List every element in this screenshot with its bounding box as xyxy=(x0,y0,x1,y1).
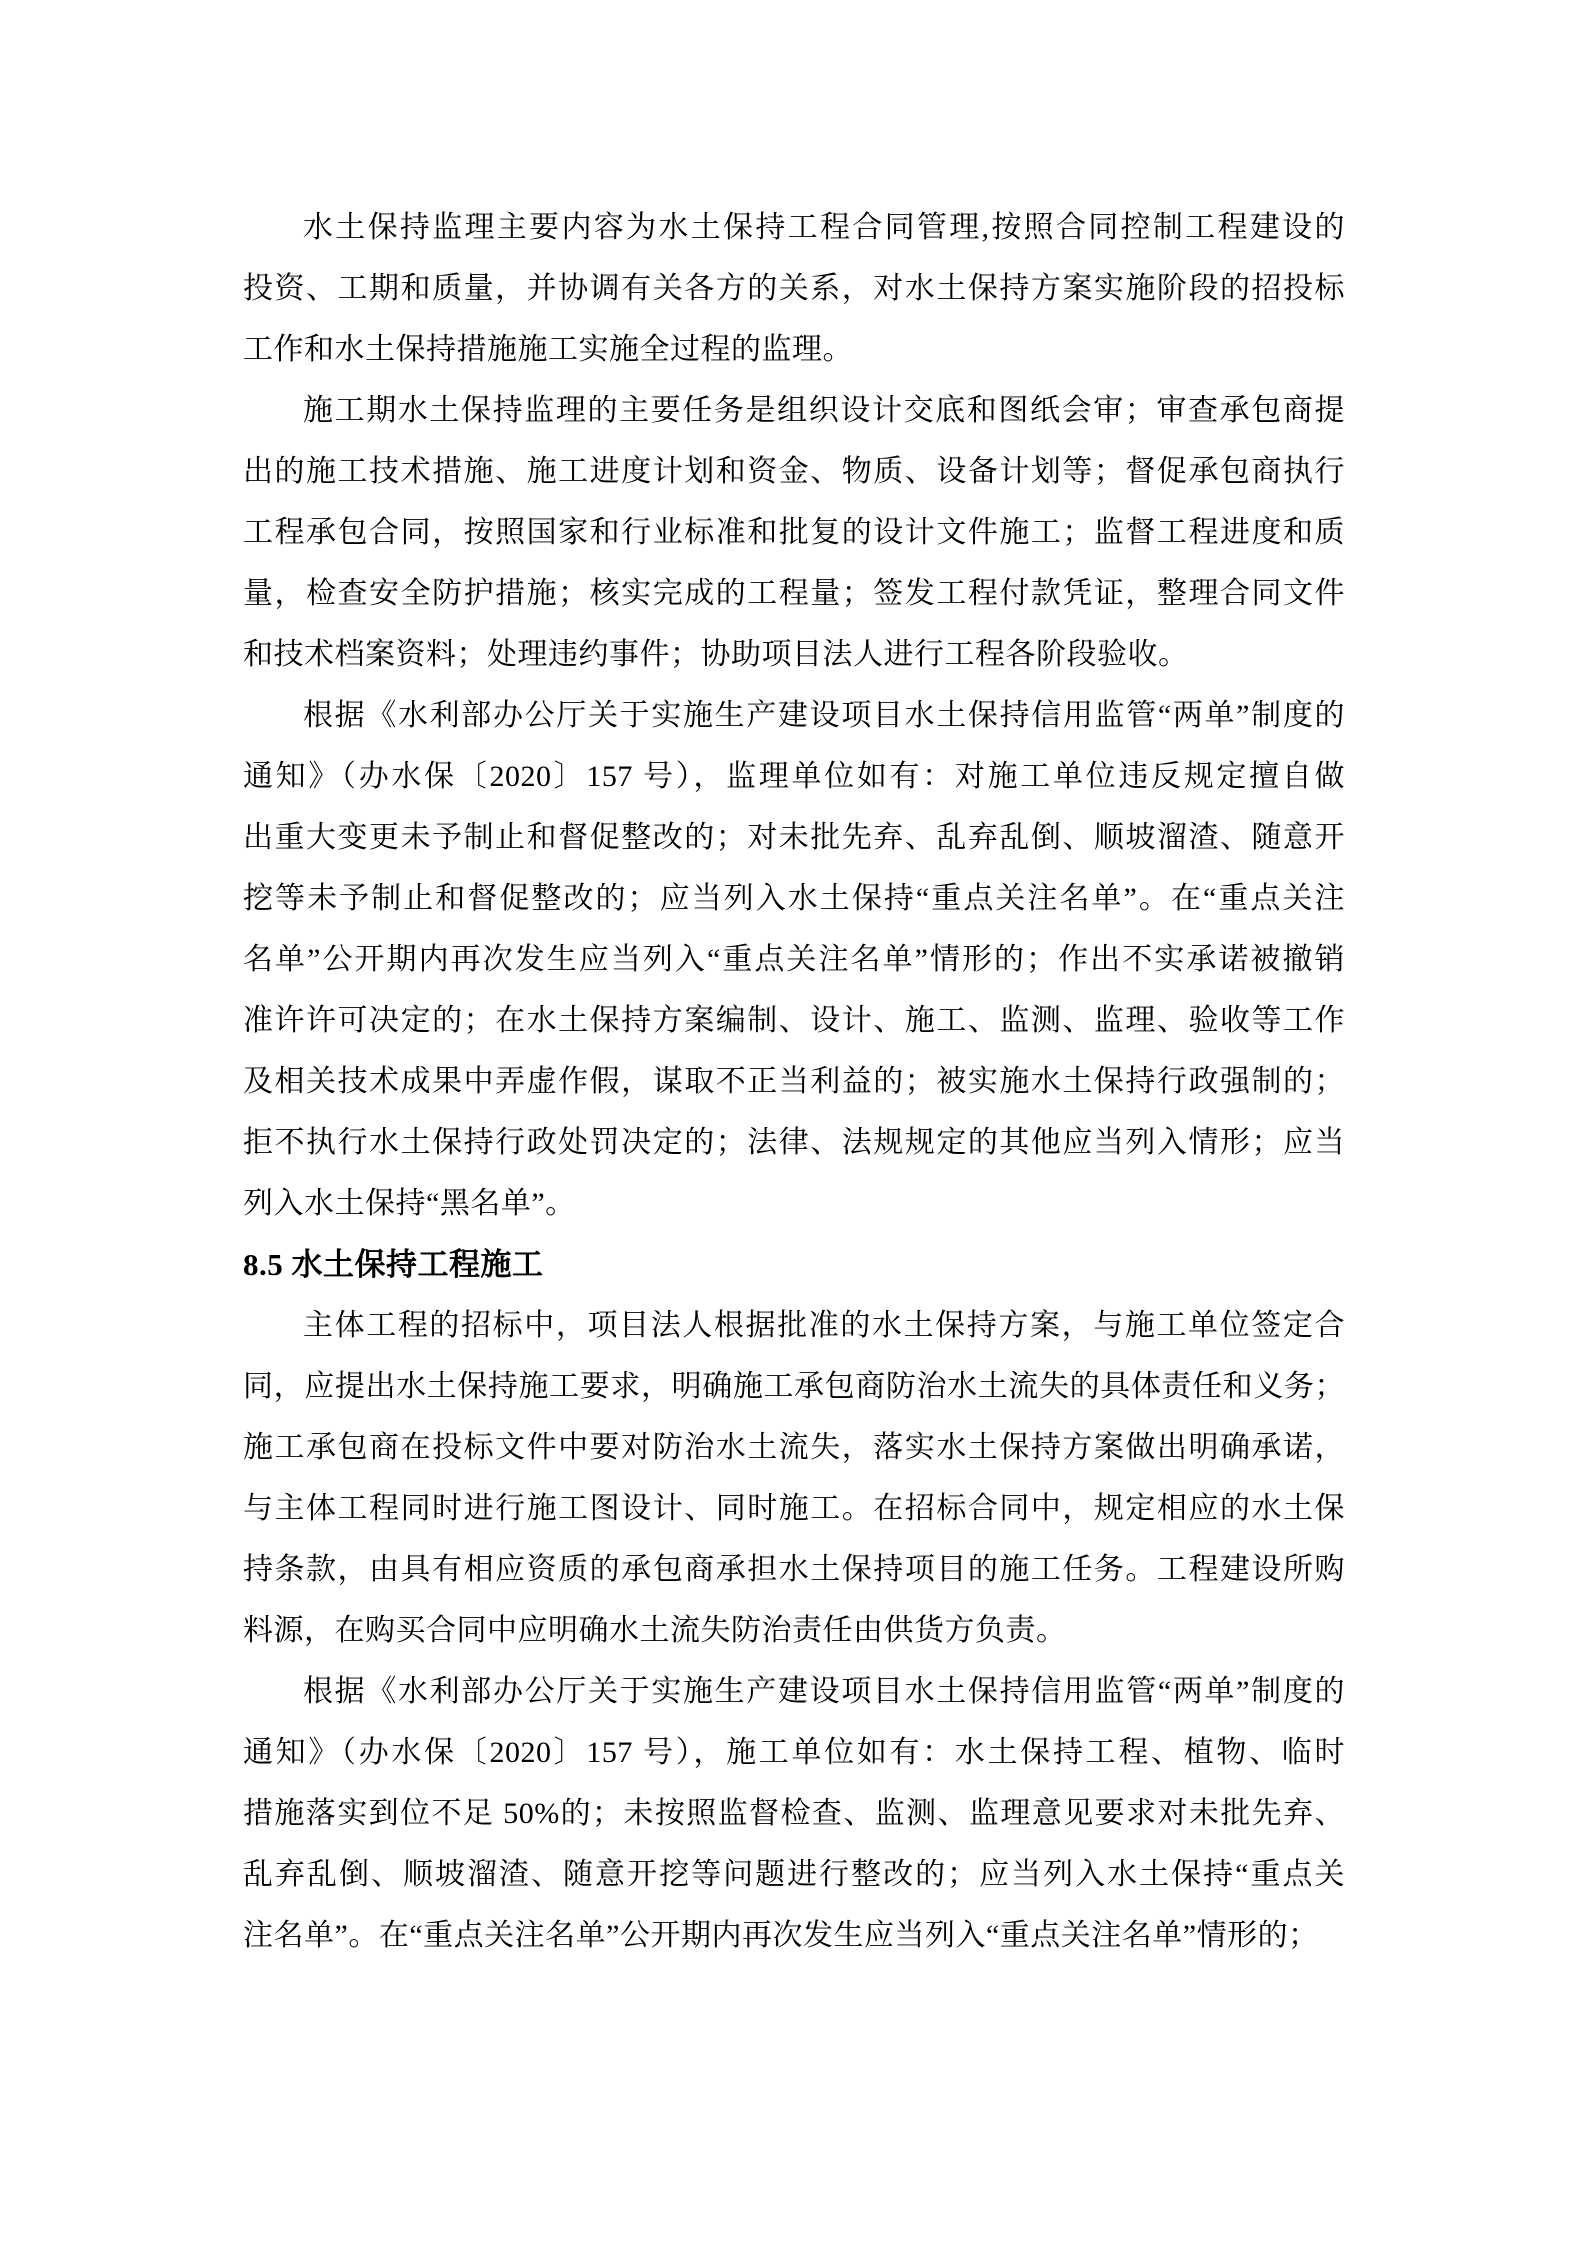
text-line: 工作和水土保持措施施工实施全过程的监理。 xyxy=(243,333,853,366)
text-line: 工程承包合同，按照国家和行业标准和批复的设计文件施工；监督工程进度和质 xyxy=(243,516,1345,549)
text-line: 主体工程的招标中，项目法人根据批准的水土保持方案，与施工单位签定合 xyxy=(303,1309,1345,1342)
text-line: 与主体工程同时进行施工图设计、同时施工。在招标合同中，规定相应的水土保 xyxy=(243,1492,1345,1525)
paragraph xyxy=(243,1661,1345,1966)
text-line: 量，检查安全防护措施；核实完成的工程量；签发工程付款凭证，整理合同文件 xyxy=(243,577,1345,610)
text-line: 挖等未予制止和督促整改的；应当列入水土保持“重点关注名单”。在“重点关注 xyxy=(243,882,1345,915)
text-line: 通知》（办水保〔2020〕157 号），监理单位如有：对施工单位违反规定擅自做 xyxy=(243,760,1345,793)
text-line: 施工承包商在投标文件中要对防治水土流失，落实水土保持方案做出明确承诺， xyxy=(243,1431,1345,1464)
section-heading: 8.5 水土保持工程施工 xyxy=(243,1247,544,1282)
text-line: 根据《水利部办公厅关于实施生产建设项目水土保持信用监管“两单”制度的 xyxy=(303,699,1345,732)
document-content xyxy=(243,197,1345,1966)
text-line: 出重大变更未予制止和督促整改的；对未批先弃、乱弃乱倒、顺坡溜渣、随意开 xyxy=(243,821,1345,854)
text-line: 投资、工期和质量，并协调有关各方的关系，对水土保持方案实施阶段的招投标 xyxy=(243,272,1345,305)
text-line: 根据《水利部办公厅关于实施生产建设项目水土保持信用监管“两单”制度的 xyxy=(303,1675,1345,1708)
paragraph xyxy=(243,685,1345,1234)
text-line: 通知》（办水保〔2020〕157 号），施工单位如有：水土保持工程、植物、临时 xyxy=(243,1736,1345,1769)
text-line: 名单”公开期内再次发生应当列入“重点关注名单”情形的；作出不实承诺被撤销 xyxy=(243,943,1345,976)
text-line: 注名单”。在“重点关注名单”公开期内再次发生应当列入“重点关注名单”情形的； xyxy=(243,1919,1319,1952)
text-line: 施工期水土保持监理的主要任务是组织设计交底和图纸会审；审查承包商提 xyxy=(303,394,1345,427)
text-line: 和技术档案资料；处理违约事件；协助项目法人进行工程各阶段验收。 xyxy=(243,638,1189,671)
text-line: 料源，在购买合同中应明确水土流失防治责任由供货方负责。 xyxy=(243,1614,1067,1647)
text-line: 列入水土保持“黑名单”。 xyxy=(243,1187,576,1220)
text-line: 及相关技术成果中弄虚作假，谋取不正当利益的；被实施水土保持行政强制的； xyxy=(243,1065,1345,1098)
text-line: 出的施工技术措施、施工进度计划和资金、物质、设备计划等；督促承包商执行 xyxy=(243,455,1345,488)
text-line: 水土保持监理主要内容为水土保持工程合同管理,按照合同控制工程建设的 xyxy=(303,211,1345,244)
text-line: 措施落实到位不足 50%的；未按照监督检查、监测、监理意见要求对未批先弃、 xyxy=(243,1797,1345,1830)
paragraph xyxy=(243,380,1345,685)
text-line: 同，应提出水土保持施工要求，明确施工承包商防治水土流失的具体责任和义务； xyxy=(243,1370,1345,1403)
text-line: 拒不执行水土保持行政处罚决定的；法律、法规规定的其他应当列入情形；应当 xyxy=(243,1126,1345,1159)
paragraph xyxy=(243,1295,1345,1661)
text-line: 乱弃乱倒、顺坡溜渣、随意开挖等问题进行整改的；应当列入水土保持“重点关 xyxy=(243,1858,1345,1891)
paragraph xyxy=(243,197,1345,380)
text-line: 准许许可决定的；在水土保持方案编制、设计、施工、监测、监理、验收等工作 xyxy=(243,1004,1345,1037)
text-line: 持条款，由具有相应资质的承包商承担水土保持项目的施工任务。工程建设所购 xyxy=(243,1553,1345,1586)
